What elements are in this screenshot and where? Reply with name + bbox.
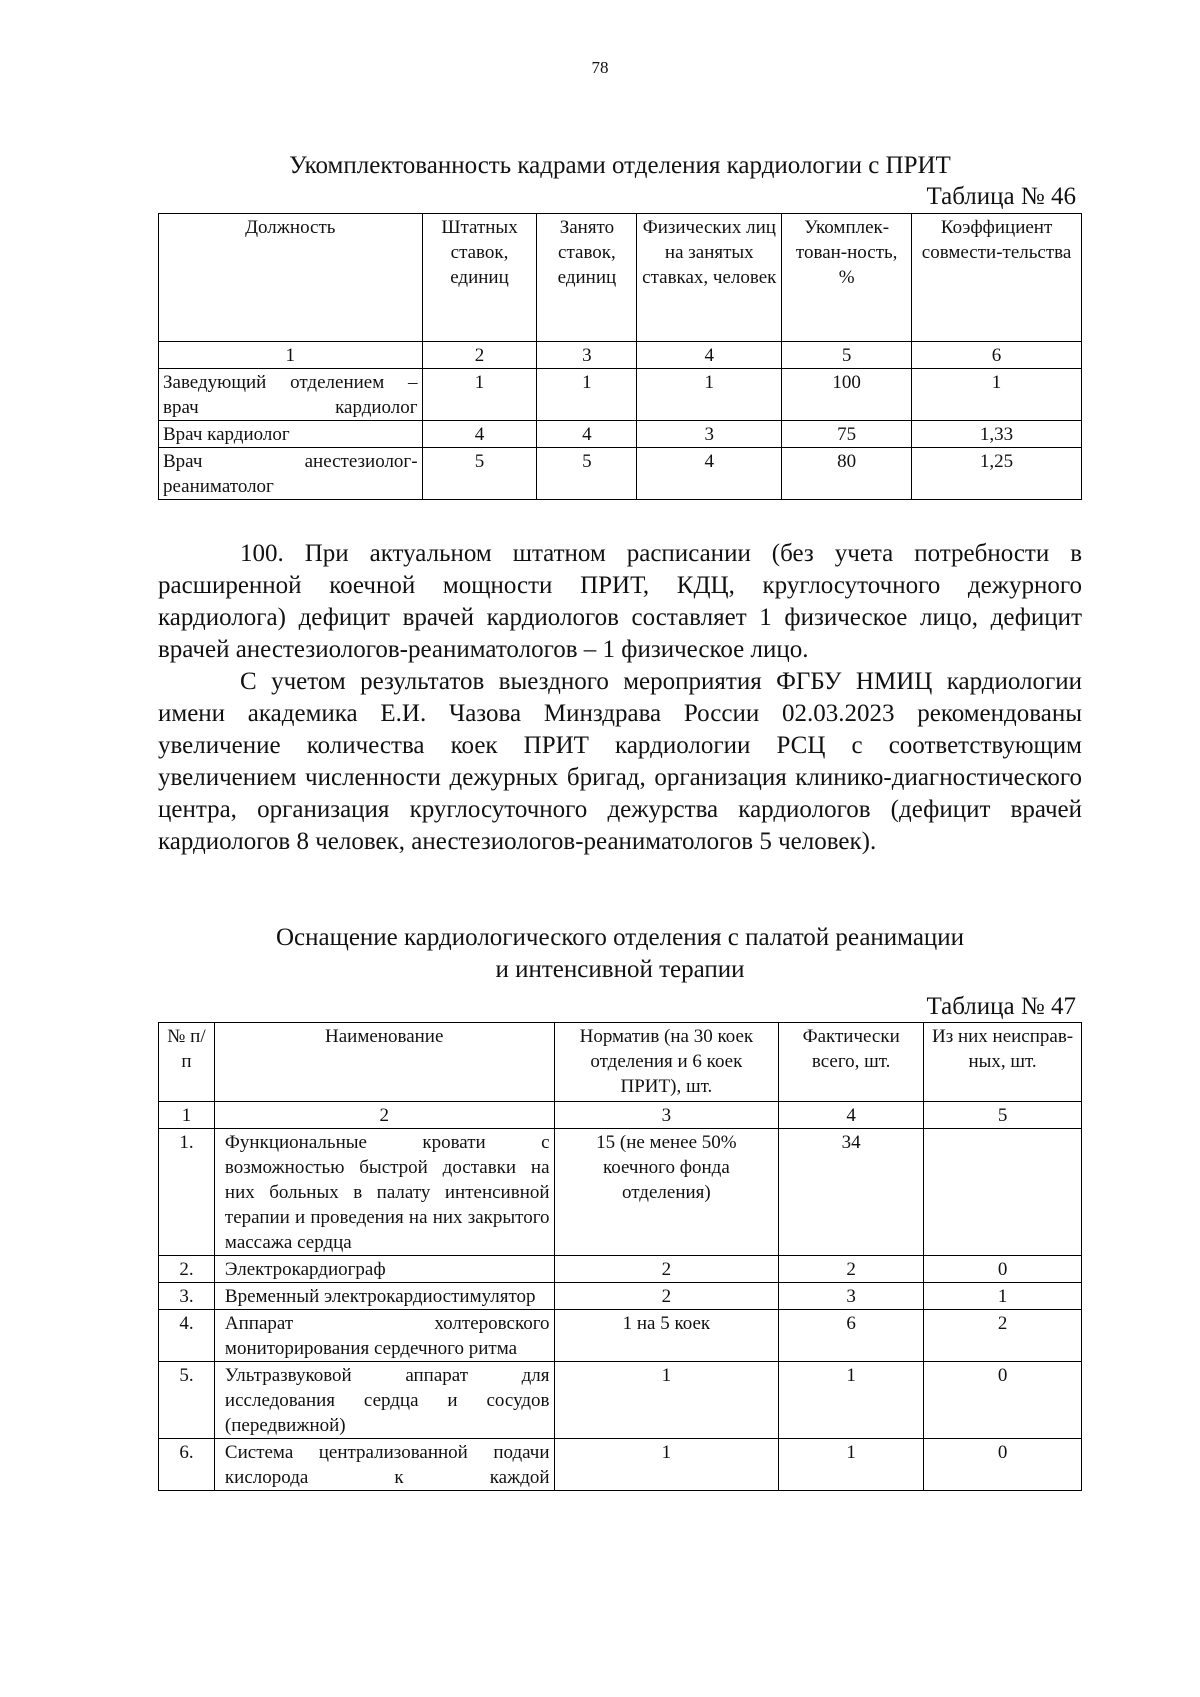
row-number: 5. [159, 1362, 215, 1439]
cell-value: 4 [537, 421, 637, 448]
header-number: № п/п [159, 1023, 215, 1102]
row-number: 3. [159, 1283, 215, 1310]
column-number: 5 [782, 342, 912, 369]
cell-value: 1,25 [912, 448, 1082, 500]
norm-value: 1 на 5 коек [554, 1310, 779, 1362]
actual-value: 1 [779, 1362, 924, 1439]
table47 [158, 1022, 1082, 1491]
equipment-name: Аппарат холтеровского мониторирования сердечного ритма [214, 1310, 554, 1362]
table47-title-line1: Оснащение кардиологического отделения с палатой реанимации [275, 924, 965, 951]
header-occupied-units: Занято ставок, единиц [537, 214, 637, 342]
norm-value: 1 [554, 1362, 779, 1439]
norm-value: 1 [554, 1439, 779, 1491]
table-row [159, 1310, 1082, 1362]
cell-value: 5 [537, 448, 637, 500]
header-norm: Норматив (на 30 коек отделения и 6 коек ПРИТ), шт. [554, 1023, 779, 1102]
cell-value: 75 [782, 421, 912, 448]
table-row [159, 448, 1082, 500]
equipment-name: Система централизованной подачи кислорода к каждой [214, 1439, 554, 1491]
cell-value: 1 [537, 369, 637, 421]
faulty-value: 2 [924, 1310, 1082, 1362]
table47-header-row [159, 1023, 1082, 1102]
cell-value: 1 [422, 369, 537, 421]
equipment-name: Ультразвуковой аппарат для исследования сердца и сосудов (передвижной) [214, 1362, 554, 1439]
column-number: 2 [422, 342, 537, 369]
equipment-name: Функциональные кровати с возможностью быстрой доставки на них больных в палату интенсивной терапии и проведения на них закрытого массажа сердца [214, 1129, 554, 1256]
table47-column-number-row [159, 1102, 1082, 1129]
cell-value: 1 [912, 369, 1082, 421]
cell-value: 4 [422, 421, 537, 448]
faulty-value: 0 [924, 1362, 1082, 1439]
column-number: 3 [537, 342, 637, 369]
cell-value: 100 [782, 369, 912, 421]
header-staff-units: Штатных ставок, единиц [422, 214, 537, 342]
actual-value: 1 [779, 1439, 924, 1491]
table46-title: Укомплектованность кадрами отделения кардиологии с ПРИТ [289, 152, 951, 179]
body-text [158, 538, 1082, 858]
column-number: 1 [159, 1102, 215, 1129]
table-row [159, 1362, 1082, 1439]
header-physical-persons: Физических лиц на занятых ставках, человек [637, 214, 782, 342]
cell-value: 80 [782, 448, 912, 500]
column-number: 3 [554, 1102, 779, 1129]
page-number: 78 [591, 58, 609, 77]
row-position: Врач анестезиолог-реаниматолог [159, 448, 423, 500]
column-number: 6 [912, 342, 1082, 369]
faulty-value [924, 1129, 1082, 1256]
table47-label: Таблица № 47 [926, 993, 1076, 1020]
actual-value: 6 [779, 1310, 924, 1362]
column-number: 1 [159, 342, 423, 369]
cell-value: 3 [637, 421, 782, 448]
faulty-value: 0 [924, 1256, 1082, 1283]
faulty-value: 1 [924, 1283, 1082, 1310]
table-row [159, 1283, 1082, 1310]
row-position [159, 369, 423, 421]
header-faulty: Из них неисправ-ных, шт. [924, 1023, 1082, 1102]
row-number: 2. [159, 1256, 215, 1283]
table-row [159, 1256, 1082, 1283]
header-actual-total: Фактически всего, шт. [779, 1023, 924, 1102]
header-name: Наименование [214, 1023, 554, 1102]
row-number: 1. [159, 1129, 215, 1256]
table-row [159, 1439, 1082, 1491]
row-number: 4. [159, 1310, 215, 1362]
table46-column-number-row [159, 342, 1082, 369]
row-position: Врач кардиолог [159, 421, 423, 448]
paragraph: 100. При актуальном штатном расписании (без учета потребности в расширенной коечной мощности ПРИТ, КДЦ, круглосуточного дежурного кардиолога) дефицит врачей кардиологов составляет 1 физическое лицо, дефицит врачей анестезиологов-реаниматологов – 1 физическое лицо. [158, 540, 1082, 663]
column-number: 4 [779, 1102, 924, 1129]
cell-value: 1 [637, 369, 782, 421]
table46 [158, 213, 1082, 500]
actual-value: 3 [779, 1283, 924, 1310]
table46-header-row [159, 214, 1082, 342]
column-number: 2 [214, 1102, 554, 1129]
position-name: Заведующий отделением – врач кардиолог [163, 372, 418, 418]
paragraph: С учетом результатов выездного мероприятия ФГБУ НМИЦ кардиологии имени академика Е.И. Чазова Минздрава России 02.03.2023 рекомендованы увеличение количества коек ПРИТ кардиологии РСЦ с соответствующим увеличением численности дежурных бригад, организация клинико-диагностического центра, организация круглосуточного дежурства кардиологов (дефицит врачей кардиологов 8 человек, анестезиологов-реаниматологов 5 человек). [158, 668, 1082, 855]
equipment-name: Электрокардиограф [214, 1256, 554, 1283]
table47-title-line2: и интенсивной терапии [495, 956, 745, 983]
header-position: Должность [159, 214, 423, 342]
table-row [159, 1129, 1082, 1256]
norm-value: 2 [554, 1256, 779, 1283]
column-number: 5 [924, 1102, 1082, 1129]
table46-label: Таблица № 46 [926, 183, 1076, 210]
actual-value: 34 [779, 1129, 924, 1256]
header-staffing-percent: Укомплек-тован-ность, % [782, 214, 912, 342]
norm-value: 2 [554, 1283, 779, 1310]
table-row [159, 421, 1082, 448]
actual-value: 2 [779, 1256, 924, 1283]
cell-value: 5 [422, 448, 537, 500]
norm-value: 15 (не менее 50% коечного фонда отделения) [554, 1129, 779, 1256]
equipment-name: Временный электрокардиостимулятор [214, 1283, 554, 1310]
column-number: 4 [637, 342, 782, 369]
faulty-value: 0 [924, 1439, 1082, 1491]
header-combination-coefficient: Коэффициент совмести-тельства [912, 214, 1082, 342]
cell-value: 1,33 [912, 421, 1082, 448]
row-number: 6. [159, 1439, 215, 1491]
cell-value: 4 [637, 448, 782, 500]
table-row [159, 369, 1082, 421]
